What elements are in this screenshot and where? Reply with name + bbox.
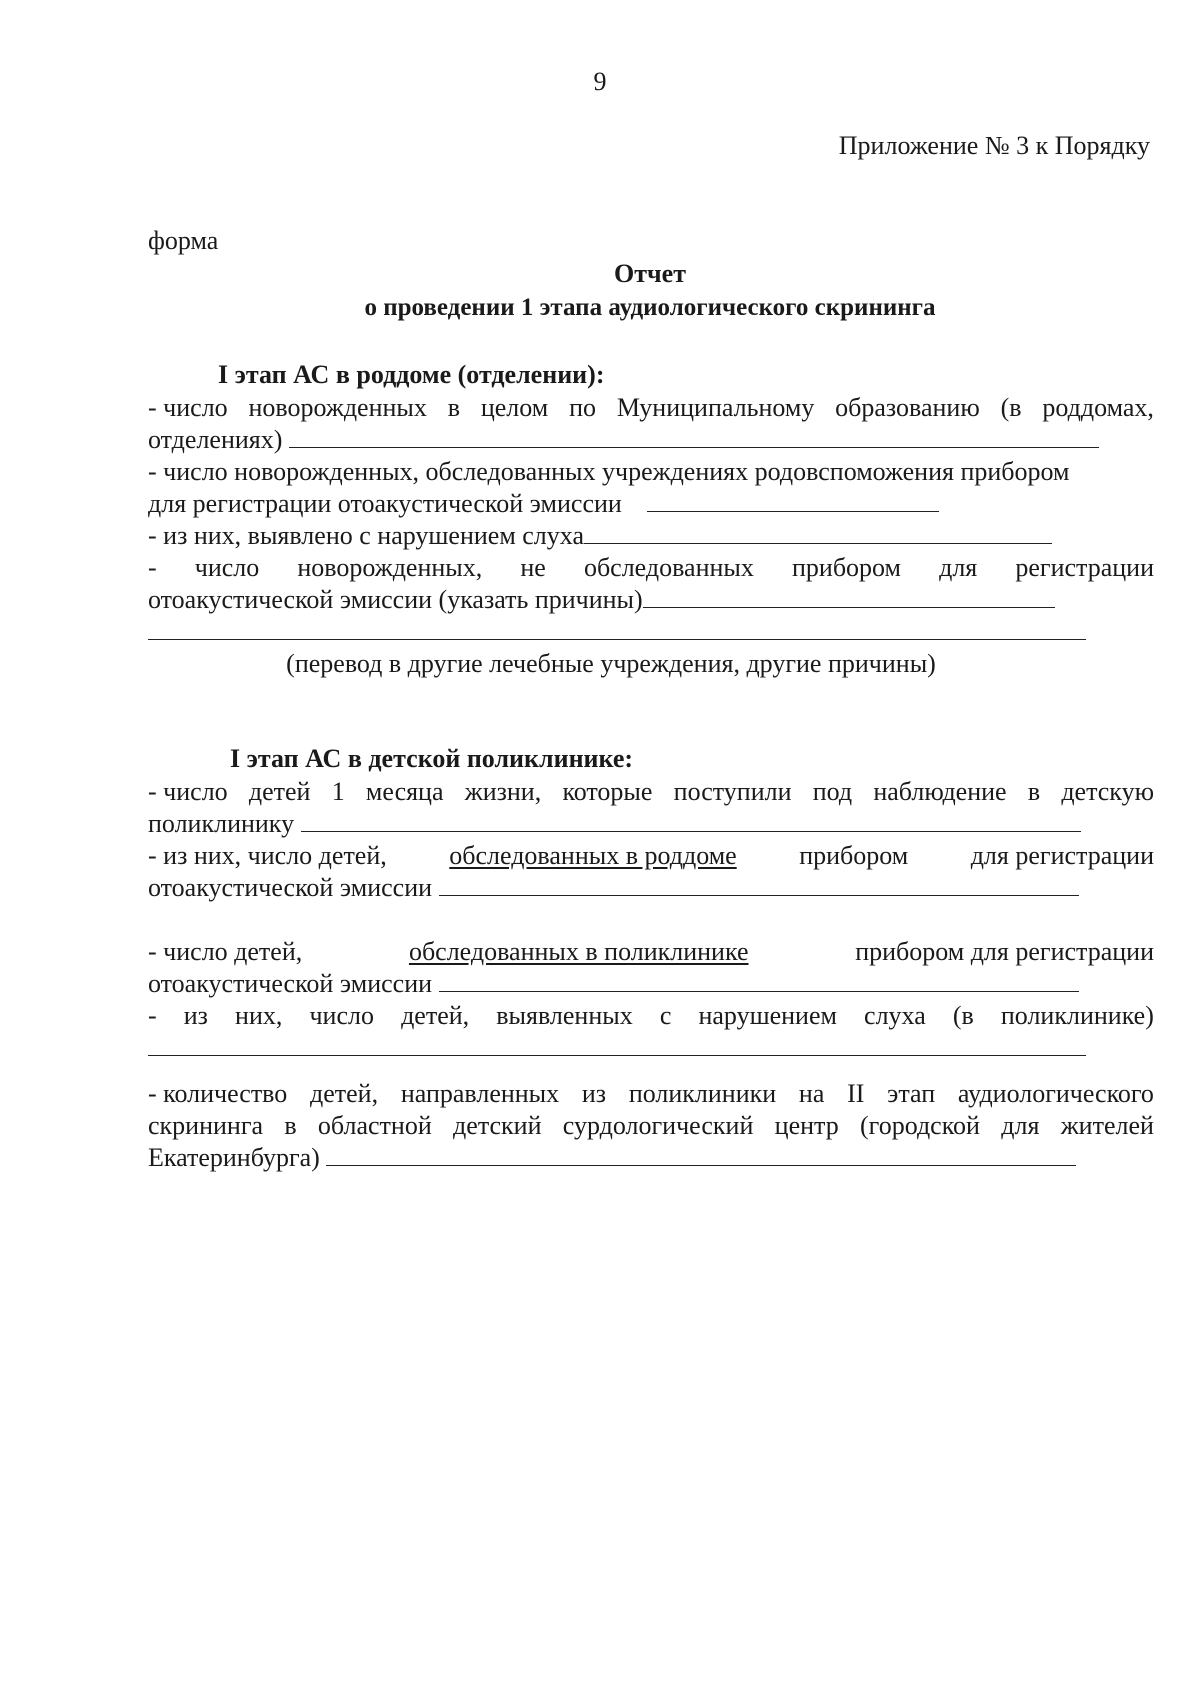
underlined-phrase: обследованных в роддоме: [449, 841, 737, 870]
document-subtitle: о проведении 1 этапа аудиологического скрининга: [364, 294, 936, 321]
word: в: [284, 1111, 297, 1140]
word: поликлиники: [628, 1079, 777, 1108]
field-label: отделениях): [148, 425, 283, 454]
word: поступили: [673, 777, 792, 806]
word: детей,: [401, 1001, 470, 1030]
document-title: Отчет: [614, 259, 686, 288]
field-row: [148, 936, 1154, 968]
field-row: [148, 872, 1154, 904]
word: (городской: [860, 1111, 980, 1140]
line-justified: [148, 1110, 1154, 1142]
fill-in-blank[interactable]: [439, 873, 1079, 896]
word: жителей: [1060, 1111, 1154, 1140]
word: из: [183, 1001, 208, 1030]
field-row: [148, 584, 1154, 616]
word: на: [798, 1079, 825, 1108]
section-heading: I этап АС в детской поликлинике:: [230, 744, 634, 773]
word: детский: [453, 1111, 542, 1140]
word: с: [659, 1001, 672, 1030]
section-maternity: [148, 358, 1154, 680]
word: образованию: [835, 393, 980, 422]
word: (в: [1000, 393, 1022, 422]
fill-in-blank[interactable]: [289, 425, 1099, 448]
field-label: отоакустической эмиссии: [148, 873, 433, 902]
field-row: [148, 1032, 1154, 1064]
underlined-phrase: обследованных в поликлинике: [408, 937, 749, 966]
fill-in-blank[interactable]: [326, 1143, 1076, 1166]
word: -: [148, 1001, 157, 1030]
field-label: для регистрации отоакустической эмиссии: [148, 489, 622, 518]
word: новорожденных: [248, 393, 427, 422]
page-number: 9: [593, 67, 607, 96]
field-row: [148, 456, 1154, 488]
section-heading: I этап АС в роддоме (отделении):: [218, 360, 605, 389]
field-row: [148, 616, 1154, 648]
word: - количество: [148, 1079, 288, 1108]
word: в: [1027, 777, 1041, 806]
field-label: прибором для регистрации: [855, 937, 1154, 966]
field-label: - из них, выявлено с нарушением слуха: [148, 521, 584, 550]
field-row: [148, 968, 1154, 1000]
field-label: Екатеринбурга): [148, 1143, 320, 1172]
line-justified: [148, 1078, 1154, 1110]
word: 1: [331, 777, 345, 806]
word: этап: [887, 1079, 936, 1108]
line-justified: [148, 776, 1154, 808]
field-label: - из них, число детей,: [148, 841, 387, 870]
form-label: форма: [148, 226, 219, 255]
field-label: - число новорожденных, обследованных учреждениях родовспоможения прибором: [148, 457, 1070, 486]
word: которые: [562, 777, 653, 806]
word: аудиологического: [957, 1079, 1154, 1108]
fill-in-blank[interactable]: [148, 617, 1086, 640]
line-justified: [148, 1000, 1154, 1032]
field-row: [148, 840, 1154, 872]
word: под: [812, 777, 853, 806]
word: регистрации: [1015, 553, 1154, 582]
field-row: [148, 808, 1154, 840]
word: детей: [248, 777, 311, 806]
word: - число: [148, 393, 228, 422]
word: скрининга: [148, 1111, 264, 1140]
fill-in-blank[interactable]: [643, 585, 1055, 608]
fill-in-blank[interactable]: [584, 521, 1052, 544]
word: целом: [480, 393, 549, 422]
word: для: [939, 553, 978, 582]
word: из: [581, 1079, 607, 1108]
word: нарушением: [698, 1001, 837, 1030]
word: -: [148, 553, 157, 582]
word: не: [520, 553, 546, 582]
word: центр: [774, 1111, 839, 1140]
field-row: [148, 1142, 1154, 1174]
word: поликлинике): [1000, 1001, 1154, 1030]
word: жизни,: [464, 777, 542, 806]
fill-in-blank[interactable]: [439, 969, 1079, 992]
field-label: - число детей,: [148, 937, 303, 966]
word: обследованных: [583, 553, 754, 582]
word: сурдологический: [562, 1111, 754, 1140]
fill-in-blank[interactable]: [301, 809, 1081, 832]
line-justified: [148, 552, 1154, 584]
word: число: [309, 1001, 374, 1030]
field-row: [148, 488, 1154, 520]
word: прибором: [791, 553, 901, 582]
field-label: поликлинику: [148, 809, 295, 838]
field-label: прибором: [799, 841, 909, 870]
word: Муниципальному: [616, 393, 815, 422]
word: II: [847, 1079, 865, 1108]
word: слуха: [864, 1001, 926, 1030]
word: число: [194, 553, 260, 582]
caption-note: (перевод в другие лечебные учреждения, другие причины): [286, 649, 936, 678]
word: них,: [235, 1001, 283, 1030]
word: детей,: [310, 1079, 379, 1108]
word: наблюдение: [873, 777, 1007, 806]
word: детскую: [1061, 777, 1154, 806]
line-justified: [148, 392, 1154, 424]
word: выявленных: [496, 1001, 633, 1030]
field-label: отоакустической эмиссии (указать причины): [148, 585, 643, 614]
field-row: [148, 520, 1154, 552]
word: направленных: [400, 1079, 560, 1108]
word: (в: [952, 1001, 974, 1030]
fill-in-blank[interactable]: [647, 489, 939, 512]
word: для: [1001, 1111, 1040, 1140]
word: роддомах,: [1042, 393, 1154, 422]
field-label: отоакустической эмиссии: [148, 969, 433, 998]
appendix-label: Приложение № 3 к Порядку: [838, 131, 1150, 160]
field-row: [148, 424, 1154, 456]
word: месяца: [365, 777, 444, 806]
fill-in-blank[interactable]: [148, 1033, 1086, 1056]
word: в: [447, 393, 461, 422]
word: по: [569, 393, 596, 422]
field-label: для регистрации: [970, 841, 1154, 870]
word: областной: [317, 1111, 432, 1140]
section-polyclinic: [148, 742, 1154, 1174]
word: новорожденных,: [297, 553, 483, 582]
word: - число: [148, 777, 228, 806]
